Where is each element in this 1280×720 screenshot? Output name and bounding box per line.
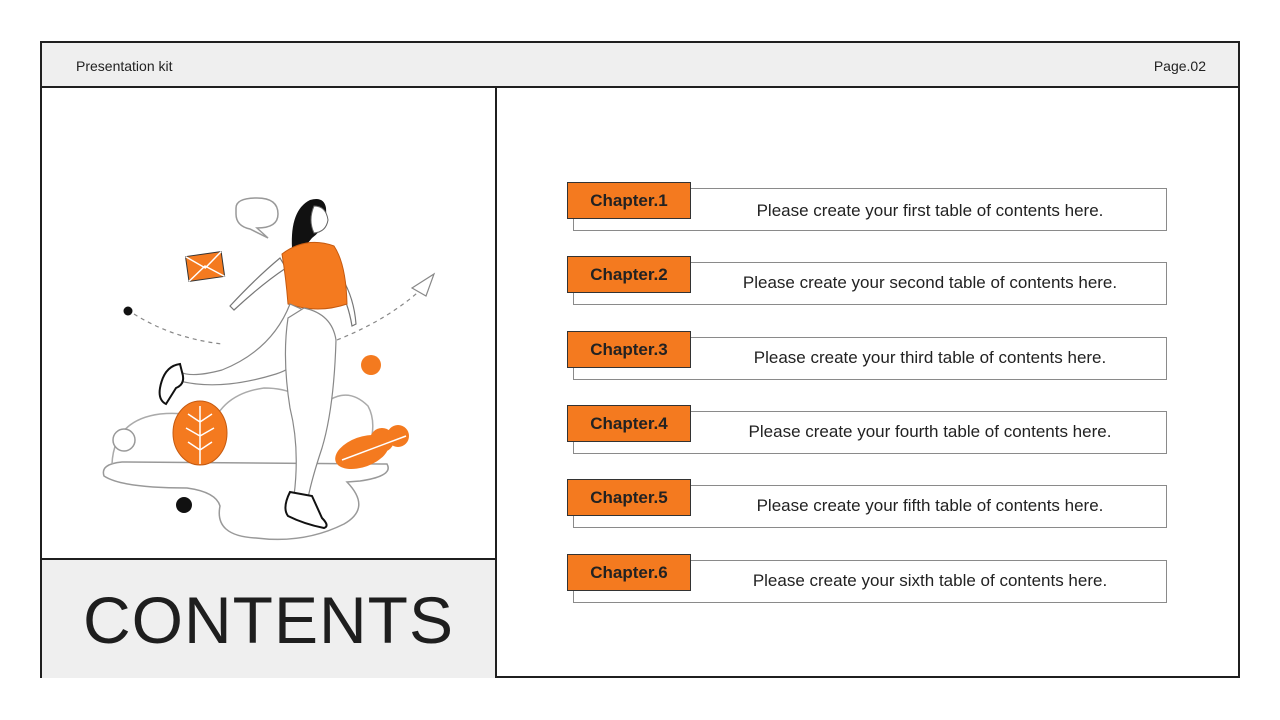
paper-plane-icon [412, 274, 434, 296]
toc-row[interactable] [567, 182, 1167, 226]
chapter-tag: Chapter.6 [567, 554, 691, 591]
toc-row[interactable] [567, 405, 1167, 449]
chapter-tag: Chapter.4 [567, 405, 691, 442]
toc-row[interactable] [567, 479, 1167, 523]
toc-text: Please create your second table of contents here. [742, 273, 1118, 292]
ground-blob [103, 462, 388, 539]
woman-shirt [282, 242, 347, 309]
dashed-path-left [134, 314, 222, 344]
toc-text: Please create your sixth table of contents here. [752, 571, 1108, 590]
bush-outline [112, 388, 373, 464]
woman-leg-front [285, 308, 336, 498]
shoe-back [160, 364, 184, 404]
toc-text: Please create your first table of contents here. [756, 201, 1104, 220]
toc-row[interactable] [567, 554, 1167, 598]
page-number-label: Page.02 [1153, 58, 1206, 74]
presentation-kit-label: Presentation kit [76, 58, 173, 74]
toc-panel [497, 88, 1238, 676]
chapter-tag: Chapter.1 [567, 182, 691, 219]
chapter-tag: Chapter.2 [567, 256, 691, 293]
white-dot [113, 429, 135, 451]
header-bar [42, 43, 1238, 88]
toc-row[interactable] [567, 256, 1167, 300]
contents-title: CONTENTS [83, 583, 454, 657]
slide-frame [40, 41, 1240, 678]
illustration-panel [42, 88, 495, 558]
black-dot-small [124, 307, 133, 316]
walking-woman-illustration [42, 88, 495, 558]
shoe-front [285, 492, 326, 528]
speech-bubble-icon [236, 198, 278, 238]
toc-text: Please create your fourth table of contents here. [748, 422, 1112, 441]
black-dot-large [176, 497, 192, 513]
woman-arm-left [230, 258, 286, 310]
toc-row[interactable] [567, 331, 1167, 375]
contents-title-box [42, 558, 495, 678]
left-panel [42, 88, 497, 676]
toc-text: Please create your third table of contents here. [753, 348, 1107, 367]
chapter-tag: Chapter.5 [567, 479, 691, 516]
toc-text: Please create your fifth table of contents here. [756, 496, 1104, 515]
orange-dot [361, 355, 381, 375]
envelope-icon [186, 252, 225, 282]
chapter-tag: Chapter.3 [567, 331, 691, 368]
